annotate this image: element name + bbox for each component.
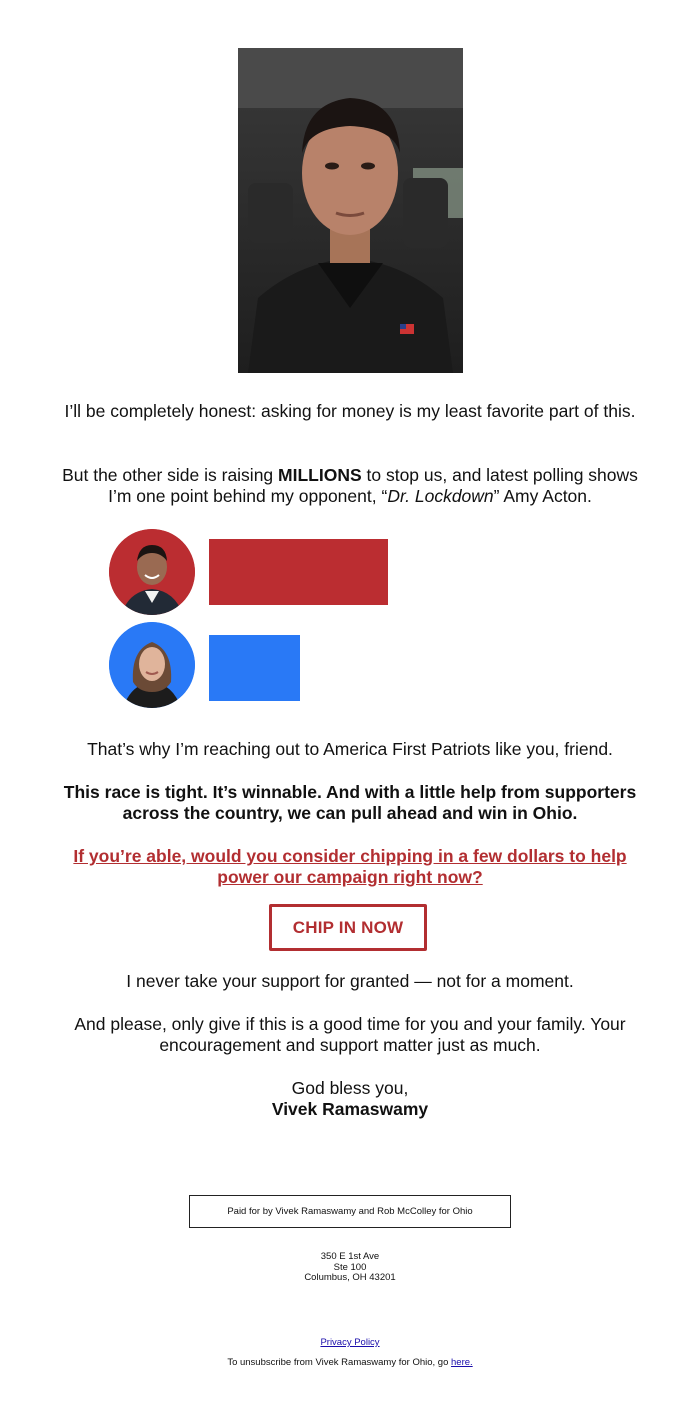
address-line: Ste 100 (333, 1261, 367, 1273)
hero-photo (238, 48, 463, 373)
closing-line: God bless you, (291, 1078, 409, 1098)
candidate-avatar-ramaswamy (109, 529, 195, 615)
poll-bar-ramaswamy (209, 539, 388, 605)
address-line: Columbus, OH 43201 (304, 1272, 396, 1283)
intro-paragraph: I’ll be completely honest: asking for money is my least favorite part of this. (64, 401, 636, 421)
unsubscribe-line (100, 1357, 600, 1368)
unsubscribe-link[interactable]: here. (451, 1357, 473, 1368)
millions-emphasis: MILLIONS (278, 465, 362, 485)
ask-paragraph (50, 846, 650, 888)
gratitude-paragraph: I never take your support for granted — not for a moment. (126, 971, 574, 991)
unsubscribe-text: To unsubscribe from Vivek Ramaswamy for Ohio, go (227, 1357, 452, 1368)
candidate-avatar-acton (109, 622, 195, 708)
polling-text-end: ” Amy Acton. (493, 486, 592, 506)
donate-ask-link[interactable]: If you’re able, would you consider chipping in a few dollars to help power our campaign right now? (73, 846, 627, 887)
nickname-emphasis: Dr. Lockdown (387, 486, 494, 506)
polling-text-middle: to stop us, and latest polling shows I’m one point behind my opponent, “ (108, 465, 638, 506)
chip-in-now-button[interactable]: CHIP IN NOW (269, 904, 427, 951)
race-tight-paragraph: This race is tight. It’s winnable. And with a little help from supporters across the country, we can pull ahead and win in Ohio. (63, 782, 637, 823)
outreach-paragraph: That’s why I’m reaching out to America First Patriots like you, friend. (87, 739, 613, 759)
poll-bar-acton (209, 635, 300, 701)
polling-text-start: But the other side is raising (62, 465, 279, 485)
polling-paragraph (50, 465, 650, 507)
mailing-address (250, 1252, 450, 1284)
paid-for-disclaimer: Paid for by Vivek Ramaswamy and Rob McColley for Ohio (189, 1195, 511, 1228)
address-line: 350 E 1st Ave (320, 1251, 380, 1262)
consideration-paragraph: And please, only give if this is a good time for you and your family. Your encouragement and support matter just as much. (74, 1014, 626, 1055)
signature: Vivek Ramaswamy (271, 1099, 429, 1119)
privacy-policy-link[interactable]: Privacy Policy (320, 1337, 380, 1348)
